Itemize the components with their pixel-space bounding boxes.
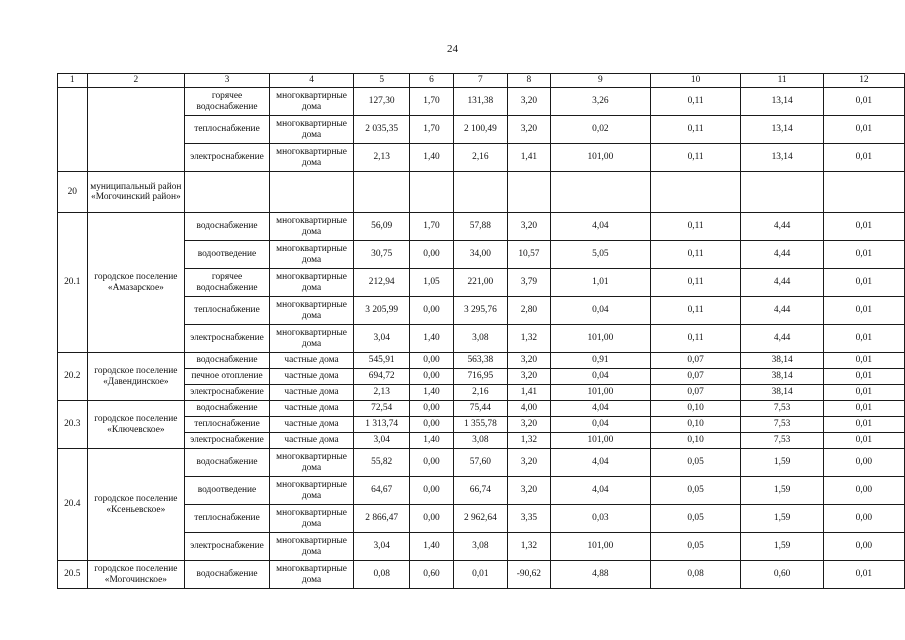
value-cell-6: 1,70 bbox=[410, 88, 454, 116]
housing-cell: частные дома bbox=[269, 353, 354, 369]
value-cell-12: 0,01 bbox=[823, 297, 904, 325]
value-cell-12: 0,01 bbox=[823, 88, 904, 116]
value-cell-9: 0,02 bbox=[551, 116, 651, 144]
value-cell-8: 3,20 bbox=[507, 449, 550, 477]
value-cell-12: 0,01 bbox=[823, 385, 904, 401]
table-row bbox=[58, 269, 905, 297]
value-cell-12: 0,00 bbox=[823, 477, 904, 505]
table-row bbox=[58, 88, 905, 116]
value-cell-9: 101,00 bbox=[551, 325, 651, 353]
value-cell-7: 2 962,64 bbox=[453, 505, 507, 533]
value-cell-6: 0,00 bbox=[410, 241, 454, 269]
housing-cell: частные дома bbox=[269, 401, 354, 417]
housing-cell: многоквартирные дома bbox=[269, 477, 354, 505]
service-cell: водоснабжение bbox=[185, 213, 270, 241]
housing-cell: частные дома bbox=[269, 369, 354, 385]
value-cell-11: 4,44 bbox=[741, 325, 823, 353]
value-cell-8: 3,20 bbox=[507, 417, 550, 433]
row-number-cell: 20 bbox=[58, 172, 88, 213]
service-cell: горячее водоснабжение bbox=[185, 88, 270, 116]
value-cell-11: 7,53 bbox=[741, 433, 823, 449]
value-cell-5: 694,72 bbox=[354, 369, 410, 385]
value-cell-6: 1,40 bbox=[410, 433, 454, 449]
header-cell: 4 bbox=[269, 74, 354, 88]
value-cell-11: 38,14 bbox=[741, 369, 823, 385]
value-cell-7: 57,60 bbox=[453, 449, 507, 477]
value-cell-10: 0,11 bbox=[650, 144, 741, 172]
value-cell-5: 30,75 bbox=[354, 241, 410, 269]
value-cell-12: 0,01 bbox=[823, 144, 904, 172]
value-cell-7: 3,08 bbox=[453, 325, 507, 353]
value-cell-6: 0,00 bbox=[410, 297, 454, 325]
header-cell: 8 bbox=[507, 74, 550, 88]
tariff-table bbox=[57, 73, 905, 589]
service-cell: электроснабжение bbox=[185, 433, 270, 449]
table-row bbox=[58, 505, 905, 533]
value-cell-10: 0,11 bbox=[650, 241, 741, 269]
row-number-cell: 20.2 bbox=[58, 353, 88, 401]
service-cell: водоснабжение bbox=[185, 353, 270, 369]
housing-cell: многоквартирные дома bbox=[269, 449, 354, 477]
header-cell: 1 bbox=[58, 74, 88, 88]
value-cell-6 bbox=[410, 172, 454, 213]
value-cell-9: 0,04 bbox=[551, 369, 651, 385]
value-cell-11: 1,59 bbox=[741, 505, 823, 533]
table-row bbox=[58, 477, 905, 505]
value-cell-12: 0,01 bbox=[823, 116, 904, 144]
value-cell-11: 0,60 bbox=[741, 561, 823, 589]
value-cell-5: 72,54 bbox=[354, 401, 410, 417]
value-cell-12: 0,01 bbox=[823, 325, 904, 353]
value-cell-9: 0,91 bbox=[551, 353, 651, 369]
table-row bbox=[58, 561, 905, 589]
service-cell: электроснабжение bbox=[185, 325, 270, 353]
table-row bbox=[58, 433, 905, 449]
service-cell: теплоснабжение bbox=[185, 417, 270, 433]
row-number-cell: 20.5 bbox=[58, 561, 88, 589]
value-cell-6: 0,00 bbox=[410, 369, 454, 385]
value-cell-11: 1,59 bbox=[741, 477, 823, 505]
service-cell: горячее водоснабжение bbox=[185, 269, 270, 297]
service-cell: водоснабжение bbox=[185, 449, 270, 477]
value-cell-5: 127,30 bbox=[354, 88, 410, 116]
value-cell-7: 2,16 bbox=[453, 385, 507, 401]
value-cell-7: 34,00 bbox=[453, 241, 507, 269]
housing-cell: многоквартирные дома bbox=[269, 561, 354, 589]
row-number-cell: 20.4 bbox=[58, 449, 88, 561]
row-number-cell: 20.1 bbox=[58, 213, 88, 353]
value-cell-10: 0,10 bbox=[650, 417, 741, 433]
value-cell-5: 212,94 bbox=[354, 269, 410, 297]
value-cell-8: 1,41 bbox=[507, 385, 550, 401]
value-cell-9: 4,04 bbox=[551, 449, 651, 477]
value-cell-5: 0,08 bbox=[354, 561, 410, 589]
value-cell-12: 0,01 bbox=[823, 401, 904, 417]
housing-cell: многоквартирные дома bbox=[269, 116, 354, 144]
value-cell-12: 0,00 bbox=[823, 505, 904, 533]
value-cell-9: 4,04 bbox=[551, 477, 651, 505]
housing-cell: многоквартирные дома bbox=[269, 213, 354, 241]
value-cell-7: 66,74 bbox=[453, 477, 507, 505]
value-cell-6: 0,00 bbox=[410, 505, 454, 533]
value-cell-7 bbox=[453, 172, 507, 213]
value-cell-8: 3,79 bbox=[507, 269, 550, 297]
value-cell-11: 4,44 bbox=[741, 241, 823, 269]
value-cell-11: 13,14 bbox=[741, 88, 823, 116]
table-row bbox=[58, 369, 905, 385]
value-cell-10: 0,10 bbox=[650, 401, 741, 417]
value-cell-10: 0,10 bbox=[650, 433, 741, 449]
value-cell-8: -90,62 bbox=[507, 561, 550, 589]
municipality-name-cell: городское поселение «Ксеньевское» bbox=[87, 449, 185, 561]
value-cell-10: 0,07 bbox=[650, 385, 741, 401]
housing-cell: частные дома bbox=[269, 433, 354, 449]
value-cell-12: 0,01 bbox=[823, 213, 904, 241]
housing-cell: многоквартирные дома bbox=[269, 88, 354, 116]
service-cell: электроснабжение bbox=[185, 144, 270, 172]
table-row bbox=[58, 449, 905, 477]
value-cell-9: 101,00 bbox=[551, 433, 651, 449]
service-cell bbox=[185, 172, 270, 213]
value-cell-5: 2 035,35 bbox=[354, 116, 410, 144]
service-cell: электроснабжение bbox=[185, 533, 270, 561]
value-cell-9: 5,05 bbox=[551, 241, 651, 269]
table-row bbox=[58, 325, 905, 353]
value-cell-11: 13,14 bbox=[741, 144, 823, 172]
value-cell-9: 4,04 bbox=[551, 401, 651, 417]
value-cell-10: 0,11 bbox=[650, 325, 741, 353]
row-number-cell bbox=[58, 88, 88, 172]
value-cell-12: 0,01 bbox=[823, 417, 904, 433]
value-cell-7: 716,95 bbox=[453, 369, 507, 385]
value-cell-10: 0,11 bbox=[650, 297, 741, 325]
table-row bbox=[58, 533, 905, 561]
value-cell-12: 0,01 bbox=[823, 269, 904, 297]
value-cell-6: 1,70 bbox=[410, 213, 454, 241]
value-cell-6: 1,05 bbox=[410, 269, 454, 297]
value-cell-9: 0,03 bbox=[551, 505, 651, 533]
value-cell-5: 3,04 bbox=[354, 533, 410, 561]
value-cell-7: 3,08 bbox=[453, 533, 507, 561]
value-cell-10: 0,07 bbox=[650, 353, 741, 369]
header-cell: 12 bbox=[823, 74, 904, 88]
housing-cell: многоквартирные дома bbox=[269, 269, 354, 297]
value-cell-11: 38,14 bbox=[741, 385, 823, 401]
value-cell-7: 75,44 bbox=[453, 401, 507, 417]
value-cell-12: 0,01 bbox=[823, 561, 904, 589]
value-cell-8: 1,32 bbox=[507, 325, 550, 353]
value-cell-11: 4,44 bbox=[741, 269, 823, 297]
municipality-name-cell: городское поселение «Давендинское» bbox=[87, 353, 185, 401]
value-cell-11: 13,14 bbox=[741, 116, 823, 144]
value-cell-8: 1,32 bbox=[507, 533, 550, 561]
value-cell-12: 0,01 bbox=[823, 369, 904, 385]
housing-cell: многоквартирные дома bbox=[269, 325, 354, 353]
value-cell-5: 2,13 bbox=[354, 144, 410, 172]
table-row bbox=[58, 353, 905, 369]
value-cell-9: 101,00 bbox=[551, 385, 651, 401]
value-cell-9: 101,00 bbox=[551, 144, 651, 172]
value-cell-7: 2 100,49 bbox=[453, 116, 507, 144]
value-cell-10: 0,11 bbox=[650, 116, 741, 144]
header-cell: 7 bbox=[453, 74, 507, 88]
service-cell: теплоснабжение bbox=[185, 297, 270, 325]
table-row bbox=[58, 241, 905, 269]
table-row bbox=[58, 385, 905, 401]
table-row bbox=[58, 213, 905, 241]
value-cell-6: 1,40 bbox=[410, 144, 454, 172]
value-cell-7: 0,01 bbox=[453, 561, 507, 589]
table-row bbox=[58, 417, 905, 433]
municipality-name-cell: городское поселение «Могочинское» bbox=[87, 561, 185, 589]
table-row bbox=[58, 116, 905, 144]
value-cell-9: 4,04 bbox=[551, 213, 651, 241]
value-cell-7: 221,00 bbox=[453, 269, 507, 297]
housing-cell: многоквартирные дома bbox=[269, 241, 354, 269]
value-cell-6: 0,00 bbox=[410, 417, 454, 433]
value-cell-7: 57,88 bbox=[453, 213, 507, 241]
value-cell-10 bbox=[650, 172, 741, 213]
table-row bbox=[58, 172, 905, 213]
value-cell-9: 101,00 bbox=[551, 533, 651, 561]
value-cell-10: 0,11 bbox=[650, 213, 741, 241]
table-row bbox=[58, 144, 905, 172]
table-body bbox=[58, 74, 905, 589]
value-cell-10: 0,11 bbox=[650, 269, 741, 297]
value-cell-8: 3,20 bbox=[507, 369, 550, 385]
header-cell: 2 bbox=[87, 74, 185, 88]
service-cell: электроснабжение bbox=[185, 385, 270, 401]
value-cell-6: 0,00 bbox=[410, 353, 454, 369]
value-cell-5 bbox=[354, 172, 410, 213]
header-row bbox=[58, 74, 905, 88]
table-row bbox=[58, 297, 905, 325]
housing-cell: многоквартирные дома bbox=[269, 144, 354, 172]
service-cell: теплоснабжение bbox=[185, 505, 270, 533]
value-cell-6: 1,40 bbox=[410, 325, 454, 353]
value-cell-5: 545,91 bbox=[354, 353, 410, 369]
municipality-name-cell: муниципальный район «Могочинский район» bbox=[87, 172, 185, 213]
value-cell-7: 1 355,78 bbox=[453, 417, 507, 433]
value-cell-6: 0,60 bbox=[410, 561, 454, 589]
value-cell-8: 10,57 bbox=[507, 241, 550, 269]
header-cell: 10 bbox=[650, 74, 741, 88]
service-cell: водоснабжение bbox=[185, 561, 270, 589]
value-cell-9: 0,04 bbox=[551, 417, 651, 433]
value-cell-12: 0,00 bbox=[823, 533, 904, 561]
value-cell-12 bbox=[823, 172, 904, 213]
value-cell-6: 0,00 bbox=[410, 477, 454, 505]
value-cell-6: 1,40 bbox=[410, 385, 454, 401]
value-cell-12: 0,01 bbox=[823, 353, 904, 369]
value-cell-8: 3,20 bbox=[507, 353, 550, 369]
header-cell: 5 bbox=[354, 74, 410, 88]
housing-cell bbox=[269, 172, 354, 213]
municipality-name-cell bbox=[87, 88, 185, 172]
value-cell-8: 3,20 bbox=[507, 116, 550, 144]
header-cell: 6 bbox=[410, 74, 454, 88]
value-cell-8: 3,35 bbox=[507, 505, 550, 533]
value-cell-12: 0,01 bbox=[823, 433, 904, 449]
value-cell-7: 563,38 bbox=[453, 353, 507, 369]
table-row bbox=[58, 401, 905, 417]
housing-cell: многоквартирные дома bbox=[269, 533, 354, 561]
value-cell-9: 0,04 bbox=[551, 297, 651, 325]
header-cell: 3 bbox=[185, 74, 270, 88]
header-cell: 9 bbox=[551, 74, 651, 88]
service-cell: теплоснабжение bbox=[185, 116, 270, 144]
value-cell-8: 4,00 bbox=[507, 401, 550, 417]
value-cell-11: 1,59 bbox=[741, 449, 823, 477]
value-cell-12: 0,00 bbox=[823, 449, 904, 477]
value-cell-10: 0,05 bbox=[650, 505, 741, 533]
value-cell-11: 7,53 bbox=[741, 401, 823, 417]
value-cell-10: 0,08 bbox=[650, 561, 741, 589]
value-cell-8: 1,32 bbox=[507, 433, 550, 449]
housing-cell: частные дома bbox=[269, 417, 354, 433]
housing-cell: частные дома bbox=[269, 385, 354, 401]
value-cell-7: 2,16 bbox=[453, 144, 507, 172]
value-cell-10: 0,05 bbox=[650, 477, 741, 505]
value-cell-5: 2 866,47 bbox=[354, 505, 410, 533]
value-cell-8: 2,80 bbox=[507, 297, 550, 325]
value-cell-9: 3,26 bbox=[551, 88, 651, 116]
value-cell-11: 7,53 bbox=[741, 417, 823, 433]
value-cell-5: 1 313,74 bbox=[354, 417, 410, 433]
value-cell-6: 1,40 bbox=[410, 533, 454, 561]
service-cell: водоотведение bbox=[185, 241, 270, 269]
value-cell-6: 0,00 bbox=[410, 401, 454, 417]
value-cell-7: 131,38 bbox=[453, 88, 507, 116]
value-cell-9: 4,88 bbox=[551, 561, 651, 589]
value-cell-5: 56,09 bbox=[354, 213, 410, 241]
value-cell-6: 0,00 bbox=[410, 449, 454, 477]
housing-cell: многоквартирные дома bbox=[269, 505, 354, 533]
value-cell-10: 0,07 bbox=[650, 369, 741, 385]
value-cell-6: 1,70 bbox=[410, 116, 454, 144]
value-cell-7: 3 295,76 bbox=[453, 297, 507, 325]
value-cell-7: 3,08 bbox=[453, 433, 507, 449]
row-number-cell: 20.3 bbox=[58, 401, 88, 449]
value-cell-8: 3,20 bbox=[507, 88, 550, 116]
value-cell-5: 3,04 bbox=[354, 433, 410, 449]
value-cell-10: 0,05 bbox=[650, 533, 741, 561]
value-cell-12: 0,01 bbox=[823, 241, 904, 269]
service-cell: печное отопление bbox=[185, 369, 270, 385]
value-cell-8: 3,20 bbox=[507, 213, 550, 241]
value-cell-8: 3,20 bbox=[507, 477, 550, 505]
value-cell-10: 0,11 bbox=[650, 88, 741, 116]
value-cell-8: 1,41 bbox=[507, 144, 550, 172]
value-cell-11: 1,59 bbox=[741, 533, 823, 561]
municipality-name-cell: городское поселение «Ключевское» bbox=[87, 401, 185, 449]
header-cell: 11 bbox=[741, 74, 823, 88]
value-cell-11: 4,44 bbox=[741, 297, 823, 325]
service-cell: водоотведение bbox=[185, 477, 270, 505]
value-cell-5: 2,13 bbox=[354, 385, 410, 401]
value-cell-9 bbox=[551, 172, 651, 213]
value-cell-11: 38,14 bbox=[741, 353, 823, 369]
municipality-name-cell: городское поселение «Амазарское» bbox=[87, 213, 185, 353]
value-cell-5: 3,04 bbox=[354, 325, 410, 353]
value-cell-5: 55,82 bbox=[354, 449, 410, 477]
value-cell-8 bbox=[507, 172, 550, 213]
service-cell: водоснабжение bbox=[185, 401, 270, 417]
value-cell-11: 4,44 bbox=[741, 213, 823, 241]
value-cell-5: 3 205,99 bbox=[354, 297, 410, 325]
value-cell-11 bbox=[741, 172, 823, 213]
value-cell-10: 0,05 bbox=[650, 449, 741, 477]
value-cell-5: 64,67 bbox=[354, 477, 410, 505]
page-number: 24 bbox=[447, 43, 458, 55]
housing-cell: многоквартирные дома bbox=[269, 297, 354, 325]
value-cell-9: 1,01 bbox=[551, 269, 651, 297]
